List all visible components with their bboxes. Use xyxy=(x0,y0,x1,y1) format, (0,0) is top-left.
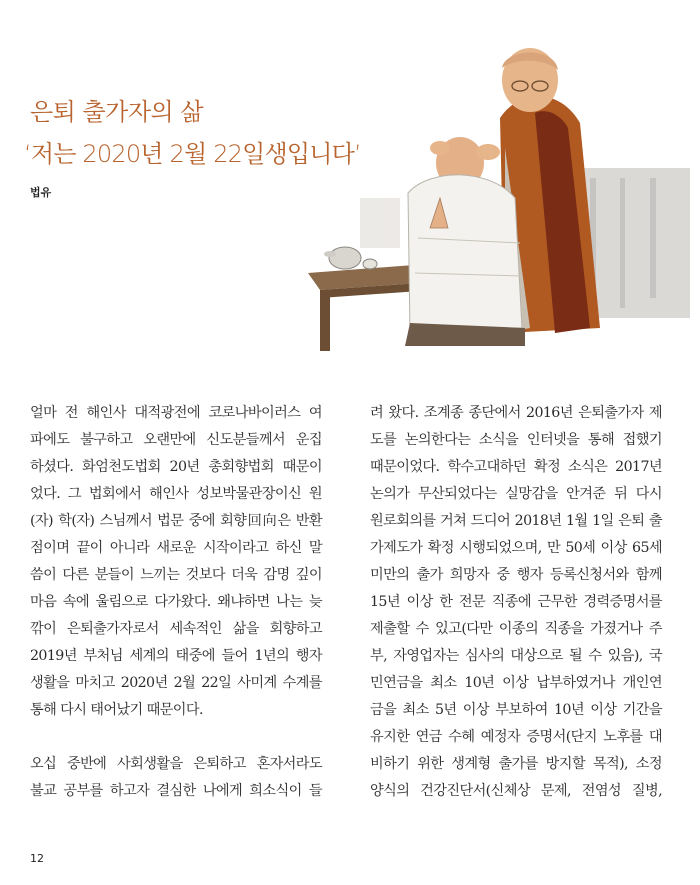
body-column-left xyxy=(30,400,322,805)
paragraph-line: 가제도가 확정 시행되었으며, 만 50세 이상 65세 xyxy=(370,540,662,556)
paragraph-line: 유지한 연금 수혜 예정자 증명서(단지 노후를 대 xyxy=(370,729,662,745)
paragraph-line: 얼마 전 해인사 대적광전에 코로나바이러스 여 xyxy=(30,405,322,421)
paragraph-line: 려 왔다. 조계종 종단에서 2016년 은퇴출가자 제 xyxy=(370,405,662,421)
paragraph-line: 오십 중반에 사회생활을 은퇴하고 혼자서라도 xyxy=(30,756,322,772)
paragraph-line: 15년 이상 한 전문 직종에 근무한 경력증명서를 xyxy=(370,594,662,610)
paragraph-line: 때문이었다. 학수고대하던 확정 소식은 2017년 xyxy=(370,459,662,475)
paragraph-line: 파에도 불구하고 오랜만에 신도분들께서 운집 xyxy=(30,432,322,448)
paragraph-line: 비하기 위한 생계형 출가를 방지할 목적), 소정 xyxy=(370,756,662,772)
paragraph-line: 양식의 건강진단서(신체상 문제, 전염성 질병, xyxy=(370,783,662,799)
paragraph-gap xyxy=(30,724,322,751)
body-column-right xyxy=(370,400,662,805)
paragraph-line: 하셨다. 화엄천도법회 20년 총회향법회 때문이 xyxy=(30,459,322,475)
paragraph-line: 점이며 끝이 아니라 새로운 시작이라고 하신 말 xyxy=(30,540,322,556)
paragraph-line: 원로회의를 거쳐 드디어 2018년 1월 1일 은퇴 출 xyxy=(370,513,662,529)
paragraph-line: 미만의 출가 희망자 중 행자 등록신청서와 함께 xyxy=(370,567,662,583)
paragraph-line: 금을 최소 5년 이상 부보하여 10년 이상 기간을 xyxy=(370,702,662,718)
article-author: 법유 xyxy=(30,186,52,199)
paragraph-line: 2019년 부처님 세계의 태중에 들어 1년의 행자 xyxy=(30,648,322,664)
paragraph-line: 민연금을 최소 10년 이상 납부하였거나 개인연 xyxy=(370,675,662,691)
paragraph-line: 깎이 은퇴출가자로서 세속적인 삶을 회향하고 xyxy=(30,621,322,637)
paragraph-line: 마음 속에 울림으로 다가왔다. 왜냐하면 나는 늦 xyxy=(30,594,322,610)
paragraph-line: 생활을 마치고 2020년 2월 22일 사미계 수계를 xyxy=(30,675,322,691)
article-title: 은퇴 출가자의 삶 xyxy=(30,98,204,126)
monk-shaving-head-illustration xyxy=(290,28,700,358)
paragraph-line: 었다. 그 법회에서 해인사 성보박물관장이신 원 xyxy=(30,486,322,502)
paragraph-line: (자) 학(자) 스님께서 법문 중에 회향回向은 반환 xyxy=(30,513,322,529)
paragraph-line: 불교 공부를 하고자 결심한 나에게 희소식이 들 xyxy=(30,783,322,799)
paragraph-line: 씀이 다른 분들이 느끼는 것보다 더욱 감명 깊이 xyxy=(30,567,322,583)
paragraph-line: 논의가 무산되었다는 실망감을 안겨준 뒤 다시 xyxy=(370,486,662,502)
paragraph-line: 도를 논의한다는 소식을 인터넷을 통해 접했기 xyxy=(370,432,662,448)
article-subtitle: ‘저는 2020년 2월 22일생입니다’ xyxy=(24,140,361,168)
paragraph-line: 부, 자영업자는 심사의 대상으로 될 수 있음), 국 xyxy=(370,648,662,664)
page-number: 12 xyxy=(30,852,44,865)
paragraph-line: 통해 다시 태어났기 때문이다. xyxy=(30,702,203,718)
paragraph-line: 제출할 수 있고(다만 이종의 직종을 가졌거나 주 xyxy=(370,621,662,637)
